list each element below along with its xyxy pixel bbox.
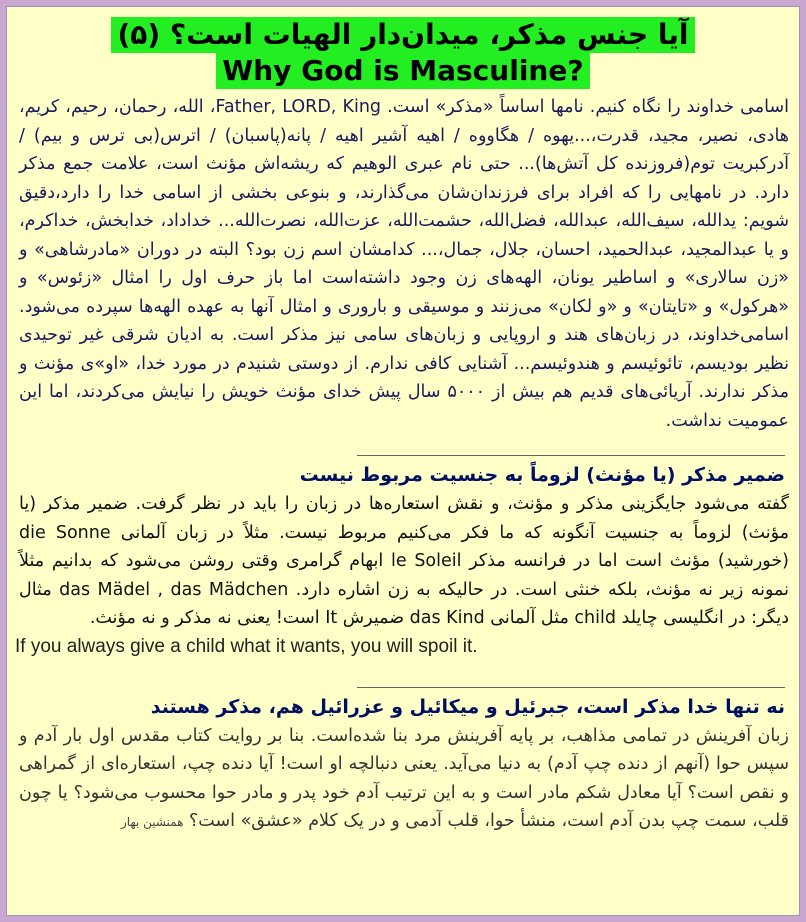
- section2-paragraph: گفته می‌شود جایگزینی مذکر و مؤنث، و نقش استعاره‌ها در زبان را باید در نظر گرفت. ضمیر مذکر (یا مؤنث) لزوماً به جنسیت آنگونه که ما فکر می‌کنیم مربوط نیست. مثلاً در زبان آلمانی die Sonne (خورشید) مؤنث است اما در فرانسه مذکر le Soleil ابهام گرامری وقتی روشن می‌شود که بدانیم مثلاً نمونه زیر نه مؤنث، بلکه خنثی است. در حالیکه به زن اشاره دارد. das Mädel , das Mädchen مثال دیگر: در انگلیسی چایلد child مثل آلمانی das Kind ضمیرش It است! یعنی نه مذکر و نه مؤنث.: [19, 494, 790, 628]
- section3-heading: نه تنها خدا مذکر است، جبرئیل و میکائیل و عزرائیل هم، مذکر هستند: [150, 695, 785, 718]
- title-block: [7, 17, 799, 89]
- title-english: Why God is Masculine?: [216, 53, 589, 89]
- english-example: If you always give a child what it wants, you will spoil it.: [15, 635, 478, 657]
- section2-heading: ضمیر مذکر (یا مؤنث) لزوماً به جنسیت مربوط نیست: [299, 464, 785, 486]
- section3-text: زبان آفرینش در تمامی مذاهب، بر پایه آفرینش مرد بنا شده‌است. بنا بر روایت کتاب مقدس اول بار آدم و سپس حوا (آنهم از دنده چپ آدم) به دنیا می‌آید. یعنی دنبالچه او است! آیا دنده چپ، استعاره‌ای از گمراهی و نقص است؟ آیا معادل شکم مادر است و به این ترتیب آدم خود پدر و مادر حوا محسوب می‌شود؟ یا چون قلب، سمت چپ بدن آدم است، منشأ حوا، قلب آدمی و در یک کلام «عشق» است؟: [19, 725, 789, 831]
- signature: همنشین بهار: [120, 815, 184, 829]
- document-page: [6, 6, 800, 916]
- section1-paragraph: اسامی خداوند را نگاه کنیم. نامها اساساً «مذکر» است. Father, LORD, King، الله، رحمان، رحیم، کریم، هادی، نصیر، مجید، قدرت،...یهوه / هگاووه / اهیه آشیر اهیه / پانه(پاسبان) / اترس(بی ترس و بیم) / آدرکبریت توم(فروزنده کل آتش‌ها)... حتی نام عبری الوهیم که ریشه‌اش مؤنث است، علامت جمع مذکر دارد. در نامهایی را که افراد برای فرزندان‌شان می‌گذارند، و بنوعی بخشی از اسامی خدا را دارد،دقیق شویم: یدالله، سیف‌الله، عبدالله، فضل‌الله، حشمت‌الله، عزت‌الله، نصرت‌الله... خداداد، خدابخش، خداکرم، و یا عبدالمجید، عبدالحمید، احسان، جلال، جمال،... کدامشان اسم زن بود؟ البته در دوران «مادرشاهی» و «زن سالاری» و اساطیر یونان، الهه‌های زن وجود داشته‌است اما باز حرف اول را امثال «زئوس» و «هرکول» و «تایتان» و «و لکان» می‌زنند و موسیقی و باروری و امثال آنها به عهده الهه‌ها سپرده می‌شود. اسامی‌خداوند، در زبان‌های هند و اروپایی و زبان‌های سامی نیز مذکر است. به ادیان شرقی غیر توحیدی نظیر بودیسم، تائوئیسم و هندوئیسم... آشنایی کافی ندارم. از دوستی شنیدم در مورد خدا، «او»ی مؤنث و مذکر ندارند. آریائی‌های قدیم هم بیش از ۵۰۰۰ سال پیش خدای مؤنث خویش را نیایش می‌کردند، اما این عمومیت نداشت.: [19, 97, 789, 431]
- title-persian: آیا جنس مذکر، میدان‌دار الهیات است؟ (۵): [111, 17, 694, 53]
- section3-paragraph: [19, 722, 789, 837]
- divider: [357, 687, 785, 688]
- divider: [357, 455, 785, 456]
